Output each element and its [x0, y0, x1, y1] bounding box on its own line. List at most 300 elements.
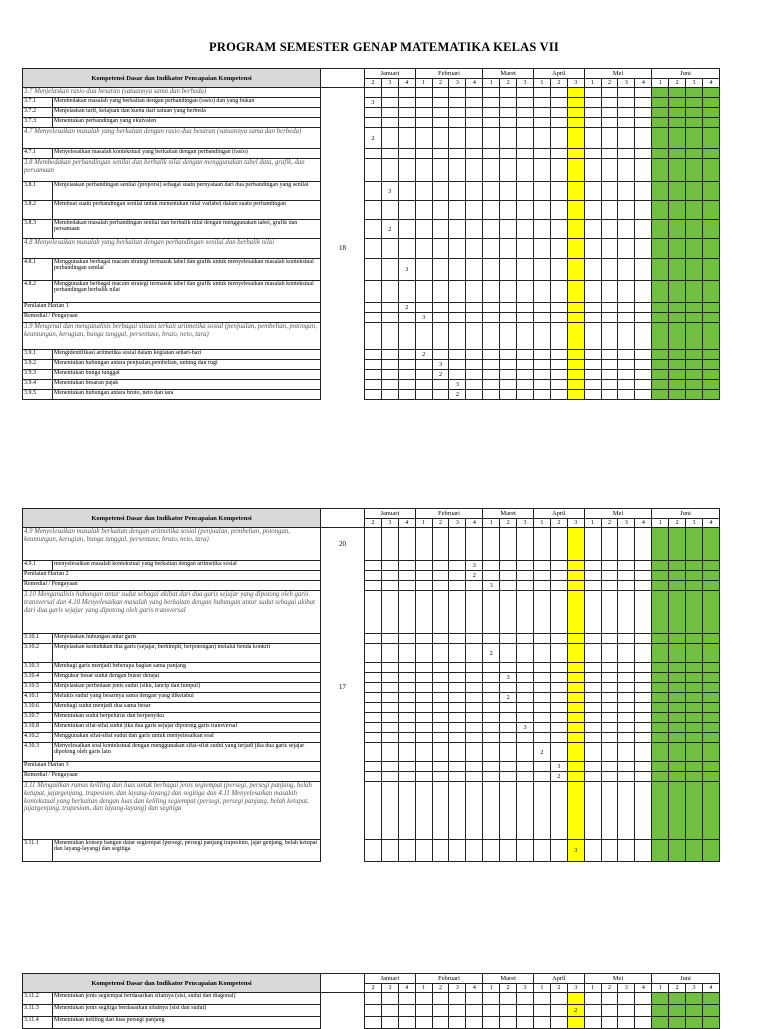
week-cell: [652, 182, 669, 201]
week-cell: [365, 683, 382, 693]
week-cell: [669, 182, 686, 201]
week-cell: [432, 259, 449, 281]
week-header: 4: [635, 79, 652, 88]
week-cell: [550, 118, 567, 128]
week-cell: [618, 644, 635, 663]
week-cell: [533, 571, 550, 581]
week-cell: [398, 323, 415, 350]
week-cell: [702, 239, 719, 259]
week-cell: [500, 281, 517, 303]
week-cell: [669, 108, 686, 118]
week-cell: [686, 581, 703, 591]
week-cell: [415, 693, 432, 703]
indicator-code: 3.8.2: [23, 201, 53, 220]
week-cell: [500, 581, 517, 591]
week-cell: [669, 159, 686, 182]
week-cell: [702, 182, 719, 201]
week-cell: [635, 201, 652, 220]
week-cell: [584, 663, 601, 673]
week-cell: [415, 762, 432, 772]
week-cell: [652, 1005, 669, 1017]
week-cell: [686, 128, 703, 149]
week-cell: [635, 323, 652, 350]
week-cell: [365, 303, 382, 313]
week-cell: [483, 591, 500, 634]
week-cell: 3: [398, 259, 415, 281]
week-cell: [702, 259, 719, 281]
week-cell: [584, 313, 601, 323]
week-cell: [365, 350, 382, 360]
indicator-code: 3.10.7: [23, 713, 53, 723]
indicator-text: Membuat suatu perbandingan senilai untuk menentukan nilai variabel dalam suatu perbandingan: [53, 201, 321, 220]
week-cell: [686, 303, 703, 313]
week-cell: [365, 571, 382, 581]
week-cell: [686, 281, 703, 303]
week-cell: [381, 390, 398, 400]
week-cell: [702, 350, 719, 360]
week-cell: [686, 571, 703, 581]
week-cell: [449, 259, 466, 281]
week-cell: [398, 201, 415, 220]
week-cell: [669, 673, 686, 683]
week-cell: [669, 350, 686, 360]
total-weeks: [321, 644, 365, 663]
month-header: Februari: [415, 974, 483, 984]
week-cell: [466, 201, 483, 220]
week-cell: [584, 390, 601, 400]
indicator-text: Menjelaskan hubungan antar garis: [53, 634, 321, 644]
week-cell: [550, 1017, 567, 1029]
week-cell: [669, 571, 686, 581]
total-weeks: 17: [321, 683, 365, 693]
week-cell: [550, 683, 567, 693]
week-cell: [652, 350, 669, 360]
week-cell: [398, 88, 415, 98]
total-weeks: [321, 673, 365, 683]
competency-text: 3.9 Mengenal dan menganalisis berbagai situasi terkait aritmetika sosial (penjualan, pembelian, potongan, keuntungan, kerugian, bunga tunggal, persentase, bruto, neto, tara): [23, 323, 321, 350]
week-cell: [669, 1005, 686, 1017]
indicator-text: Menjelaskan kedudukan dua garis (sejajar, berhimpit, berpotongan) melalui benda konkrit: [53, 644, 321, 663]
week-cell: [365, 360, 382, 370]
week-cell: [483, 634, 500, 644]
total-weeks: [321, 762, 365, 772]
week-cell: [500, 108, 517, 118]
week-cell: [550, 591, 567, 634]
week-cell: [584, 634, 601, 644]
week-cell: [449, 743, 466, 762]
week-cell: [365, 159, 382, 182]
indicator-row: [23, 683, 720, 693]
week-cell: [584, 1017, 601, 1029]
week-cell: [702, 840, 719, 862]
week-cell: [686, 840, 703, 862]
week-cell: [398, 281, 415, 303]
week-cell: [483, 743, 500, 762]
week-cell: [702, 281, 719, 303]
week-cell: [601, 683, 618, 693]
week-cell: [601, 313, 618, 323]
week-cell: [652, 108, 669, 118]
week-cell: [365, 703, 382, 713]
week-cell: [635, 1017, 652, 1029]
week-cell: [365, 1005, 382, 1017]
week-cell: [415, 239, 432, 259]
week-cell: [584, 350, 601, 360]
week-cell: [686, 561, 703, 571]
week-cell: [635, 370, 652, 380]
week-cell: [517, 644, 534, 663]
week-cell: [533, 360, 550, 370]
week-cell: [500, 663, 517, 673]
week-header: 4: [635, 984, 652, 993]
month-header: Juni: [652, 69, 720, 79]
indicator-code: 3.11.3: [23, 1005, 53, 1017]
week-header: 4: [702, 984, 719, 993]
week-cell: [533, 528, 550, 561]
week-cell: [432, 390, 449, 400]
week-cell: [618, 118, 635, 128]
indicator-row: [23, 281, 720, 303]
week-cell: [702, 693, 719, 703]
week-cell: [365, 713, 382, 723]
week-cell: [584, 108, 601, 118]
week-cell: [601, 350, 618, 360]
week-cell: [449, 644, 466, 663]
week-header: 2: [432, 984, 449, 993]
week-cell: [618, 703, 635, 713]
week-cell: [449, 1005, 466, 1017]
week-cell: [365, 182, 382, 201]
week-cell: [669, 390, 686, 400]
week-header: 1: [652, 79, 669, 88]
week-cell: [398, 683, 415, 693]
week-header: 3: [381, 519, 398, 528]
week-cell: [398, 782, 415, 840]
indicator-row: [23, 370, 720, 380]
week-cell: [584, 239, 601, 259]
week-cell: [466, 1017, 483, 1029]
week-cell: [398, 733, 415, 743]
indicator-code: 3.7.3: [23, 118, 53, 128]
week-cell: [466, 644, 483, 663]
week-cell: [381, 581, 398, 591]
week-cell: [601, 528, 618, 561]
indicator-row: [23, 993, 720, 1005]
indicator-code: 3.10.8: [23, 723, 53, 733]
week-cell: [686, 713, 703, 723]
month-header: April: [533, 509, 584, 519]
week-cell: [449, 313, 466, 323]
week-cell: [483, 303, 500, 313]
week-cell: [584, 380, 601, 390]
indicator-row: [23, 1017, 720, 1029]
indicator-code: 3.8.3: [23, 220, 53, 239]
week-cell: [533, 634, 550, 644]
week-cell: [584, 88, 601, 98]
week-cell: [466, 743, 483, 762]
week-cell: [365, 281, 382, 303]
week-cell: [483, 259, 500, 281]
week-cell: [652, 313, 669, 323]
week-cell: [702, 993, 719, 1005]
week-cell: [533, 713, 550, 723]
week-cell: [652, 703, 669, 713]
week-cell: [567, 350, 584, 360]
week-cell: [415, 561, 432, 571]
week-cell: [601, 634, 618, 644]
week-cell: [601, 303, 618, 313]
week-cell: [618, 571, 635, 581]
week-cell: [702, 762, 719, 772]
week-cell: [517, 313, 534, 323]
week-cell: [635, 673, 652, 683]
week-cell: [432, 201, 449, 220]
week-cell: [517, 281, 534, 303]
week-cell: [669, 683, 686, 693]
week-cell: [500, 98, 517, 108]
week-cell: [669, 634, 686, 644]
week-cell: [567, 683, 584, 693]
week-cell: [415, 528, 432, 561]
week-header: 3: [449, 79, 466, 88]
week-cell: [398, 108, 415, 118]
week-header: 4: [702, 79, 719, 88]
week-cell: [618, 743, 635, 762]
week-cell: [702, 591, 719, 634]
week-cell: [567, 380, 584, 390]
month-header: Januari: [365, 974, 416, 984]
week-header: 3: [567, 984, 584, 993]
week-cell: [483, 201, 500, 220]
week-cell: [618, 591, 635, 634]
month-header: Februari: [415, 509, 483, 519]
assessment-row: [23, 313, 720, 323]
total-weeks: [321, 581, 365, 591]
week-cell: [652, 693, 669, 703]
week-cell: [500, 571, 517, 581]
week-cell: [398, 390, 415, 400]
week-cell: [398, 673, 415, 683]
week-cell: [669, 528, 686, 561]
week-cell: [601, 323, 618, 350]
week-cell: [652, 634, 669, 644]
week-cell: [483, 733, 500, 743]
week-cell: [381, 782, 398, 840]
indicator-text: Membedakan masalah perbandingan senilai dan berbalik nilai dengan menggunakan tabel, grafik dan persamaan: [53, 220, 321, 239]
week-cell: [702, 390, 719, 400]
week-cell: [432, 644, 449, 663]
total-weeks: [321, 743, 365, 762]
week-cell: [365, 673, 382, 683]
week-header: 1: [483, 79, 500, 88]
week-cell: [432, 303, 449, 313]
week-cell: [500, 561, 517, 571]
week-cell: [686, 390, 703, 400]
week-cell: [584, 159, 601, 182]
week-cell: [584, 993, 601, 1005]
week-cell: [702, 108, 719, 118]
week-cell: [686, 673, 703, 683]
week-cell: [533, 644, 550, 663]
week-cell: [381, 591, 398, 634]
week-cell: [584, 128, 601, 149]
week-cell: [415, 159, 432, 182]
week-cell: [365, 581, 382, 591]
week-cell: [618, 239, 635, 259]
week-cell: [702, 561, 719, 571]
week-cell: [517, 762, 534, 772]
week-cell: [432, 128, 449, 149]
indicator-text: Menemukan konsep bangun datar segiempat (persegi, persegi panjang trapesium, jajar genjang, belah ketupat dan layang-layang) dan segitiga: [53, 840, 321, 862]
week-cell: [415, 201, 432, 220]
week-cell: [466, 782, 483, 840]
week-cell: [618, 634, 635, 644]
week-cell: [669, 561, 686, 571]
week-cell: [618, 1017, 635, 1029]
week-cell: [365, 840, 382, 862]
week-cell: [398, 1005, 415, 1017]
week-cell: [584, 840, 601, 862]
week-cell: [432, 159, 449, 182]
week-cell: [550, 733, 567, 743]
week-cell: [517, 1017, 534, 1029]
week-cell: [686, 703, 703, 713]
indicator-row: [23, 390, 720, 400]
week-cell: [365, 118, 382, 128]
week-cell: [652, 118, 669, 128]
week-cell: [466, 303, 483, 313]
week-cell: [635, 182, 652, 201]
week-cell: [702, 1005, 719, 1017]
week-cell: [652, 673, 669, 683]
week-cell: [669, 591, 686, 634]
week-cell: [432, 182, 449, 201]
week-cell: [432, 782, 449, 840]
week-cell: [601, 772, 618, 782]
week-cell: [432, 239, 449, 259]
week-cell: [381, 159, 398, 182]
indicator-code: 3.10.4: [23, 673, 53, 683]
week-cell: [449, 350, 466, 360]
week-cell: [686, 634, 703, 644]
week-header: 1: [483, 984, 500, 993]
week-cell: [483, 782, 500, 840]
week-cell: [686, 591, 703, 634]
week-cell: [652, 571, 669, 581]
week-cell: [618, 201, 635, 220]
competency-row: [23, 128, 720, 149]
indicator-code: 3.10.5: [23, 683, 53, 693]
week-cell: [702, 360, 719, 370]
week-cell: [432, 350, 449, 360]
week-cell: [381, 571, 398, 581]
week-cell: [601, 782, 618, 840]
week-cell: [635, 128, 652, 149]
week-cell: [601, 663, 618, 673]
week-cell: [567, 323, 584, 350]
week-cell: [618, 370, 635, 380]
indicator-row: [23, 108, 720, 118]
week-cell: [415, 281, 432, 303]
week-cell: [432, 281, 449, 303]
week-cell: [584, 591, 601, 634]
total-weeks: [321, 201, 365, 220]
week-cell: [533, 108, 550, 118]
week-cell: [517, 182, 534, 201]
week-cell: [500, 683, 517, 693]
week-header: 1: [533, 984, 550, 993]
week-cell: [500, 380, 517, 390]
week-cell: [567, 220, 584, 239]
indicator-code: 3.11.1: [23, 840, 53, 862]
week-cell: [618, 380, 635, 390]
week-cell: [669, 663, 686, 673]
week-cell: [449, 591, 466, 634]
week-cell: [517, 772, 534, 782]
week-cell: [618, 323, 635, 350]
week-cell: [669, 581, 686, 591]
indicator-text: Melukis sudut yang besarnya sama dengan yang diketahui: [53, 693, 321, 703]
week-cell: [533, 840, 550, 862]
week-cell: [466, 683, 483, 693]
week-cell: [686, 772, 703, 782]
week-cell: [500, 634, 517, 644]
week-cell: [500, 303, 517, 313]
week-cell: 2: [500, 693, 517, 703]
week-cell: [466, 713, 483, 723]
week-cell: [449, 772, 466, 782]
week-cell: [466, 118, 483, 128]
week-cell: [652, 159, 669, 182]
week-cell: [635, 713, 652, 723]
week-cell: [635, 528, 652, 561]
week-cell: [449, 782, 466, 840]
week-cell: [567, 108, 584, 118]
week-header: 1: [584, 519, 601, 528]
week-cell: [381, 350, 398, 360]
week-cell: [702, 303, 719, 313]
week-cell: [449, 693, 466, 703]
week-cell: [618, 723, 635, 733]
week-header: 2: [601, 984, 618, 993]
week-cell: [635, 108, 652, 118]
indicator-row: [23, 1005, 720, 1017]
week-cell: [381, 644, 398, 663]
week-cell: [584, 693, 601, 703]
week-cell: [500, 118, 517, 128]
indicator-text: Menentukan bunga tunggal: [53, 370, 321, 380]
competency-text: 3.8 Membedakan perbandingan senilai dan berbalik nilai dengan menggunakan tabel data, grafik, dan persamaan: [23, 159, 321, 182]
week-cell: [635, 1005, 652, 1017]
competency-text: 4.7 Menyelesaikan masalah yang berkaitan dengan rasio dua besaran (satuannya sama dan berbeda): [23, 128, 321, 149]
indicator-text: Menentukan besaran pajak: [53, 380, 321, 390]
week-cell: [365, 634, 382, 644]
total-weeks: [321, 118, 365, 128]
week-cell: [618, 350, 635, 360]
week-cell: [517, 703, 534, 713]
week-cell: [635, 644, 652, 663]
week-cell: [415, 713, 432, 723]
week-cell: [449, 581, 466, 591]
total-weeks: [321, 380, 365, 390]
week-cell: 3: [483, 581, 500, 591]
week-cell: [550, 303, 567, 313]
week-cell: [398, 380, 415, 390]
week-cell: [466, 360, 483, 370]
week-cell: [686, 762, 703, 772]
week-cell: [381, 370, 398, 380]
week-cell: [500, 149, 517, 159]
